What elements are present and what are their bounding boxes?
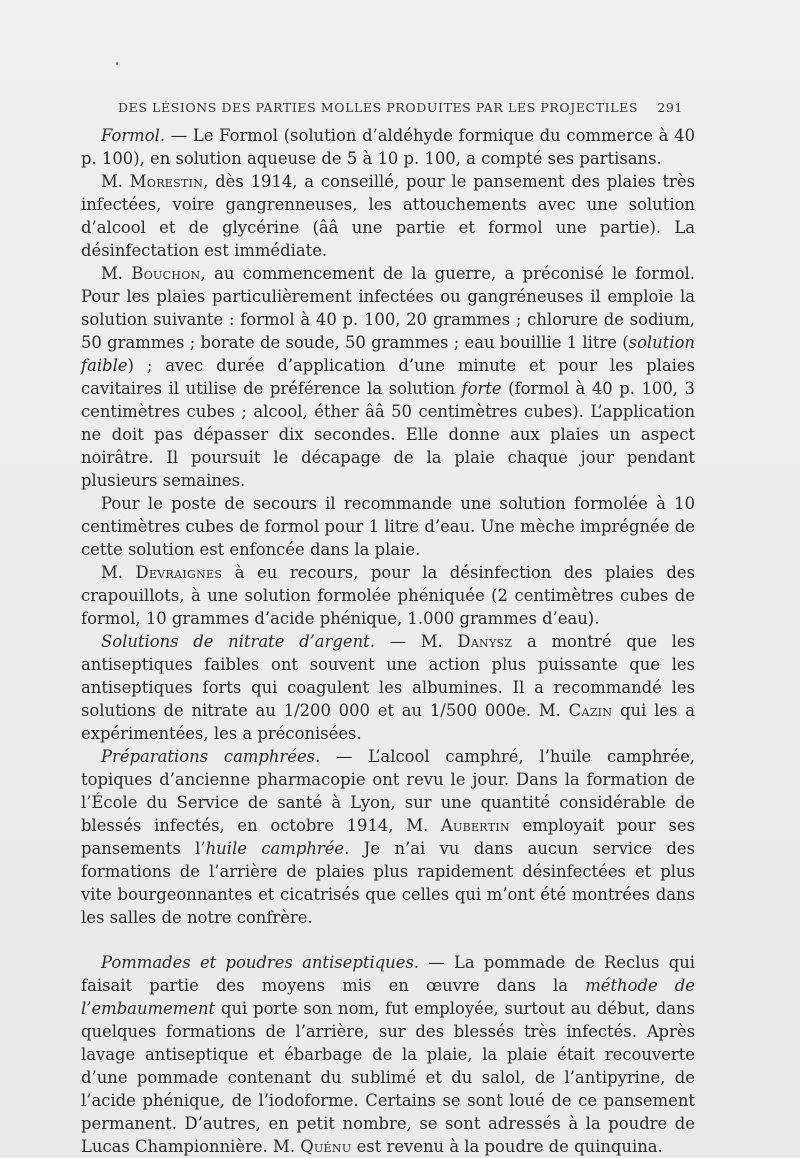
paragraph-poste-de-secours (81, 492, 695, 561)
paragraph-text: — M. (374, 632, 458, 651)
paragraph-text: qui les a expérimentées, les a préconisées. (81, 701, 695, 743)
paragraph-devraignes (81, 561, 695, 630)
paragraph-bouchon (81, 262, 695, 492)
author-name: Cazin (568, 701, 613, 720)
emphasis: huile camphrée (205, 839, 345, 858)
paragraph-text: est revenu à la poudre de quinquina. (351, 1137, 663, 1156)
paragraph-text: . Je n’ai vu dans aucun service des formations de l’arrière de plaies plus rapidement désinfectées et plus vite bourgeonnantes et cicatrisés que celles qui m’ont été montrées dans les salles de notre confrère. (81, 839, 695, 927)
author-name: Morestin (129, 172, 204, 191)
paragraph-text: Pour le poste de secours il recommande une solution formolée à 10 centimètres cubes de formol pour 1 litre d’eau. Une mèche imprégnée de cette solution est enfoncée dans la plaie. (81, 494, 695, 559)
paragraph-text: , au commencement de la guerre, a préconisé le formol. Pour les plaies particulièrement infectées ou gangréneuses il emploie la solution suivante : formol à 40 p. 100, 20 grammes ; chlorure de sodium, 50 grammes ; borate de soude, 50 grammes ; eau bouillie 1 litre ( (81, 264, 696, 352)
paragraph-camphrees (81, 745, 695, 929)
paragraph-text: — La pommade de Reclus qui faisait partie des moyens mis en œuvre dans la (81, 953, 695, 995)
author-name: Danysz (457, 632, 513, 651)
paragraph-text: , dès 1914, a conseillé, pour le pansement des plaies très infectées, voire gangrenneuses, les attouchements avec une solution d’alcool et de glycérine (ââ une partie et formol une partie). La désinfectation est immédiate. (81, 172, 696, 260)
running-header (118, 100, 683, 115)
paragraph-text: a montré que les antiseptiques faibles ont souvent une action plus puissante que les antiseptiques forts qui coagulent les albumines. Il a recommandé les solutions de nitrate au 1/200 000 et au 1/500 000e. M. (81, 632, 696, 720)
running-title: DES LÉSIONS DES PARTIES MOLLES PRODUITES PAR LES PROJECTILES (118, 100, 638, 115)
paragraph-text: — Le Formol (solution d’aldéhyde formique du commerce à 40 p. 100), en solution aqueuse de 5 à 10 p. 100, a compté ses partisans. (81, 126, 695, 168)
section-heading-nitrate: Solutions de nitrate d’argent. (101, 632, 375, 651)
author-name: Bouchon (131, 264, 201, 283)
author-name: Devraignes (135, 563, 223, 582)
paragraph-pommades (81, 951, 695, 1158)
emphasis: méthode de l’embaumement (81, 976, 695, 1018)
paragraph-text: qui porte son nom, fut employée, surtout au début, dans quelques formations de l’arrière, sur des blessés très infectés. Après lavage antiseptique et ébarbage de la plaie, la plaie était recouverte d’une pommade contenant du sublimé et du salol, de l’antipyrine, de l’acide phénique, de l’iodoforme. Certains se sont loué de ce pansement permanent. D’autres, en petit nombre, se sont adressés à la poudre de Lucas Championnière. M. (81, 999, 695, 1156)
paragraph-text: ) ; avec durée d’application d’une minute et pour les plaies cavitaires il utilise de préférence la solution (81, 356, 695, 398)
author-name: Aubertin (440, 816, 510, 835)
paragraph-text: à eu recours, pour la désinfection des plaies des crapouillots, à une solution formolée phéniquée (2 centimètres cubes de formol, 10 grammes d’acide phénique, 1.000 grammes d’eau). (81, 563, 696, 628)
page-number: 291 (657, 100, 683, 115)
section-heading-formol: Formol. (101, 126, 166, 145)
paragraph-text: — L’alcool camphré, l’huile camphrée, topiques d’ancienne pharmacopie ont revu le jour. Dans la formation de l’École du Service de santé à Lyon, sur une quantité considérable de blessés infectés, en octobre 1914, M. (81, 747, 695, 835)
paragraph-formol (81, 124, 695, 170)
paragraph-morestin (81, 170, 695, 262)
page-body (81, 124, 695, 1158)
paragraph-nitrate (81, 630, 695, 745)
paragraph-text: (formol à 40 p. 100, 3 centimètres cubes ; alcool, éther ââ 50 centimètres cubes). L’application ne doit pas dépasser dix secondes. Elle donne aux plaies un aspect noirâtre. Il poursuit le décapage de la plaie chaque jour pendant plusieurs semaines. (81, 379, 695, 490)
paragraph-text: M. (101, 172, 130, 191)
paragraph-text: employait pour ses pansements l’ (81, 816, 695, 858)
emphasis: forte (461, 379, 502, 398)
ink-speck (116, 62, 118, 65)
emphasis: solution faible (81, 333, 695, 375)
author-name: Quénu (300, 1137, 352, 1156)
section-heading-pommades: Pommades et poudres antiseptiques. (101, 953, 420, 972)
paragraph-text: M. (101, 264, 132, 283)
section-heading-camphrees: Préparations camphrées. (101, 747, 321, 766)
paragraph-text: M. (101, 563, 136, 582)
